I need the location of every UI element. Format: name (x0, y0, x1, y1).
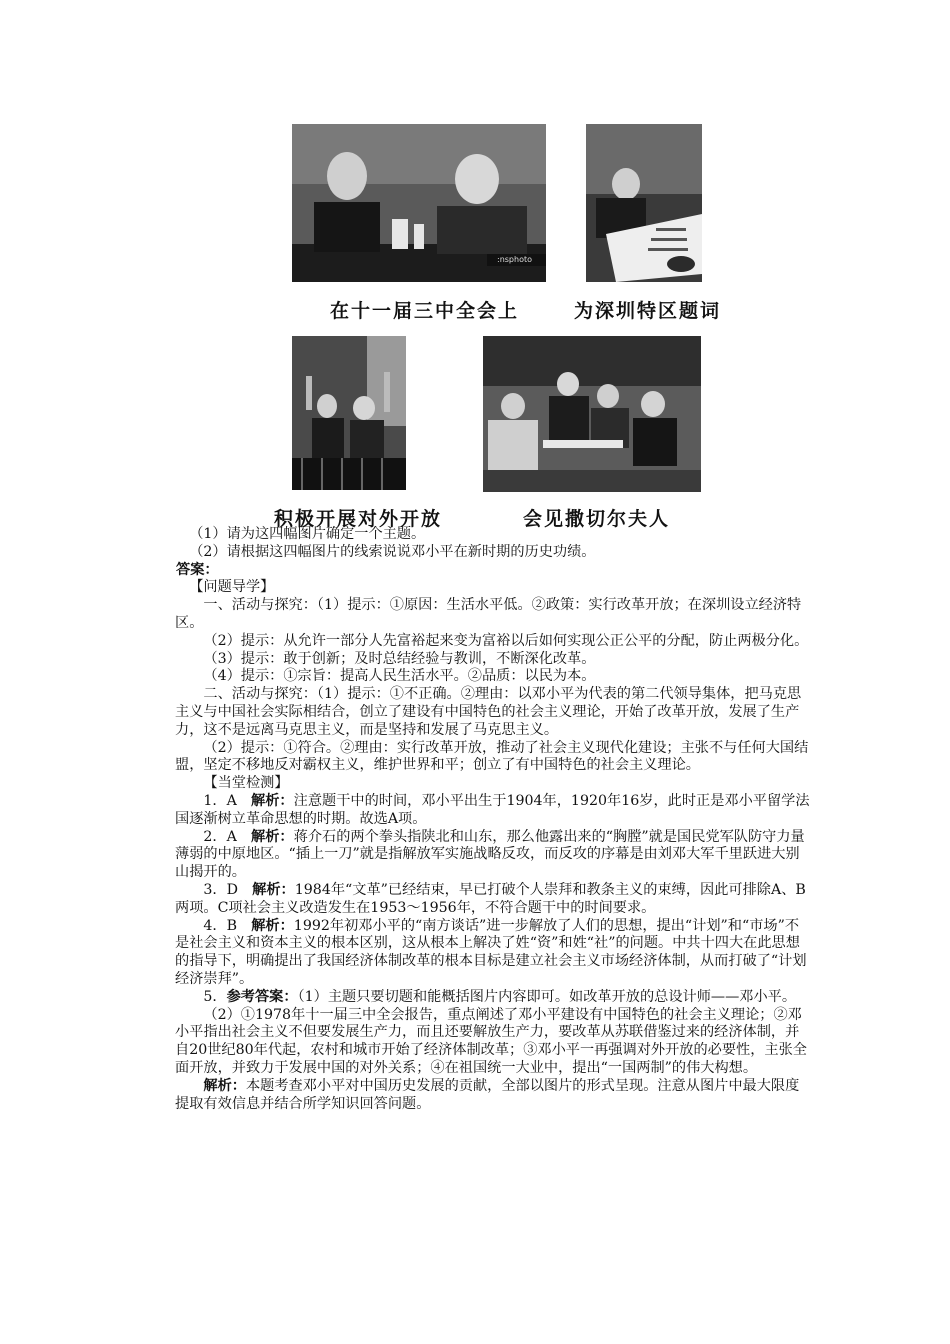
photo-caption-meeting-thatcher: 会见撒切尔夫人 (523, 508, 671, 530)
check-item-5 (175, 989, 810, 1007)
guide-paragraph: （4）提示：①宗旨：提高人民生活水平。②品质：以民为本。 (203, 668, 596, 685)
analysis-label: 解析： (251, 917, 294, 934)
item-number: 1．A (203, 792, 252, 809)
item-number: 2．A (203, 828, 252, 845)
item-text: 蒋介石的两个拳头指陕北和山东，那么他露出来的“胸膛”就是国民党军队防守力量薄弱的中原地区。“插上一刀”就是指解放军实施战略反攻，而反攻的序幕是由刘邓大军千里跃进大别山揭开的。 (175, 828, 805, 881)
item-text: 注意题干中的时间，邓小平出生于1904年，1920年16岁，此时正是邓小平留学法国逐渐树立革命思想的时期。故选A项。 (175, 792, 810, 827)
photo-caption-opening-up: 积极开展对外开放 (274, 508, 443, 530)
guide-paragraph: （3）提示：敢于创新；及时总结经验与教训，不断深化改革。 (203, 650, 596, 667)
item-text: （1）主题只要切题和能概括图片内容即可。如改革开放的总设计师——邓小平。 (297, 988, 797, 1005)
answer-heading: 答案： (176, 561, 219, 578)
photo-caption-shenzhen-inscription: 为深圳特区题词 (574, 300, 722, 322)
item-number: 4．B (203, 917, 252, 934)
guide-paragraph: 二、活动与探究：（1）提示：①不正确。②理由：以邓小平为代表的第二代领导集体，把马克思主义与中国社会实际相结合，创立了建设有中国特色的社会主义理论，开始了改革开放，发展了生产力，这不是远离马克思主义，而是坚持和发展了马克思主义。 (175, 686, 802, 738)
question-2: （2）请根据这四幅图片的线索说说邓小平在新时期的历史功绩。 (189, 543, 596, 560)
photo-meeting-thatcher (483, 336, 701, 492)
item-text: 1992年初邓小平的“南方谈话”进一步解放了人们的思想，提出“计划”和“市场”不是社会主义和资本主义的根本区别，这从根本上解决了姓“资”和姓“社”的问题。中共十四大在此思想的指导下，明确提出了我国经济体制改革的根本目标是建立社会主义市场经济体制，从而打破了“计划经济崇拜”。 (175, 917, 807, 987)
photo-watermark: :nsphoto (497, 255, 533, 264)
check-item-4 (175, 918, 810, 989)
analysis-label: 解析： (251, 792, 294, 809)
photo-caption-third-plenum: 在十一届三中全会上 (330, 300, 520, 322)
check-item-2 (175, 829, 810, 882)
analysis-label: 解析： (252, 881, 295, 898)
photo-third-plenum (292, 124, 546, 282)
question-1: （1）请为这四幅图片确定一个主题。 (189, 526, 426, 542)
photo-opening-up (292, 336, 406, 490)
check-item-3 (175, 882, 810, 918)
guide-paragraph: （2）提示：①符合。②理由：实行改革开放，推动了社会主义现代化建设；主张不与任何大国结盟，坚定不移地反对霸权主义，维护世界和平；创立了有中国特色的社会主义理论。 (175, 739, 809, 774)
item-text: 1984年“文革”已经结束，早已打破个人崇拜和教条主义的束缚，因此可排除A、B两项。C项社会主义改造发生在1953～1956年，不符合题干中的时间要求。 (175, 881, 806, 916)
analysis-label: 解析： (251, 828, 294, 845)
guide-paragraph: 一、活动与探究：（1）提示：①原因：生活水平低。②政策：实行改革开放；在深圳设立经济特区。 (175, 597, 802, 631)
analysis-label: 解析： (203, 1077, 246, 1094)
item-text: 本题考查邓小平对中国历史发展的贡献，全部以图片的形式呈现。注意从图片中最大限度提取有效信息并结合所学知识回答问题。 (175, 1077, 800, 1112)
final-analysis (175, 1078, 810, 1114)
guide-paragraph: （2）提示：从允许一部分人先富裕起来变为富裕以后如何实现公正公平的分配，防止两极分化。 (203, 632, 809, 649)
check-item-1 (175, 793, 810, 829)
document-body (175, 526, 810, 1113)
section-title-guide: 【问题导学】 (189, 579, 275, 596)
item-number: 5． (203, 988, 227, 1005)
item-number: 3．D (203, 881, 253, 898)
photo-shenzhen-inscription (586, 124, 702, 282)
section-title-check: 【当堂检测】 (203, 775, 289, 792)
check-item-5-part-2: （2）①1978年十一届三中全会报告，重点阐述了邓小平建设有中国特色的社会主义理论；②邓小平指出社会主义不但要发展生产力，而且还要解放生产力，要改革从苏联借鉴过来的经济体制，并自20世纪80年代起，农村和城市开始了经济体制改革；③邓小平一再强调对外开放的必要性，主张全面开放，并致力于发展中国的对外关系；④在祖国统一大业中，提出“一国两制”的伟大构想。 (175, 1006, 807, 1076)
reference-answer-label: 参考答案： (226, 988, 298, 1005)
